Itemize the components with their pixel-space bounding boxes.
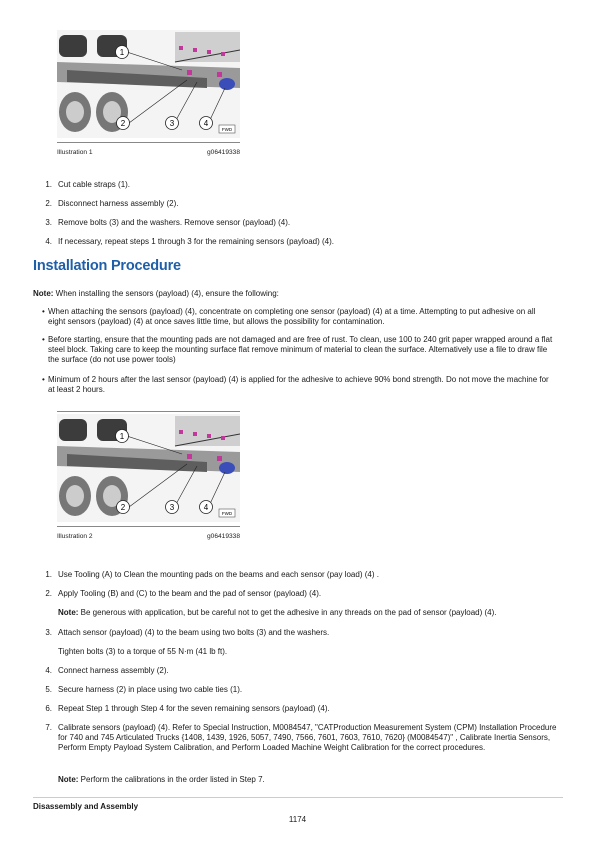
figure-code: g06419338 xyxy=(206,149,240,156)
step-number: 4. xyxy=(45,237,52,246)
step-number: 2. xyxy=(45,589,52,598)
step-7-note xyxy=(58,775,558,785)
bullet-item xyxy=(42,375,553,395)
illustration-2-image xyxy=(57,414,240,522)
callout-1: 1 xyxy=(119,432,125,441)
bullet-item xyxy=(42,307,553,327)
callout-4: 4 xyxy=(203,119,209,128)
step-text: Use Tooling (A) to Clean the mounting pads on the beams and each sensor (pay load) (4) . xyxy=(58,570,379,579)
callout-4: 4 xyxy=(203,503,209,512)
footer-divider xyxy=(33,797,563,798)
step-number: 1. xyxy=(45,180,52,189)
step-2-note xyxy=(58,608,558,618)
step-number: 3. xyxy=(45,218,52,227)
step-3-subtext: Tighten bolts (3) to a torque of 55 N·m (41 lb ft). xyxy=(58,647,228,656)
step-text: Connect harness assembly (2). xyxy=(58,666,169,675)
step-text: If necessary, repeat steps 1 through 3 for the remaining sensors (payload) (4). xyxy=(58,237,334,246)
fwd-label: FWD xyxy=(221,511,233,516)
callout-1: 1 xyxy=(119,48,125,57)
step-text: Cut cable straps (1). xyxy=(58,180,131,189)
bullet-text: When attaching the sensors (payload) (4), concentrate on completing one sensor (payload) (4) at a time. Attempting to put adhesive on all eight sensors (payload) (4) at once saves little time, but allows the possibility for contamination. xyxy=(48,307,536,326)
bullet-text: Minimum of 2 hours after the last sensor (payload) (4) is applied for the adhesive to achieve 90% bond strength. Do not move the machine for at least 2 hours. xyxy=(48,375,549,394)
note-text: Be generous with application, but be careful not to get the adhesive in any threads on the pad of sensor (payload) (4). xyxy=(78,608,497,617)
bullet-icon: • xyxy=(42,307,45,316)
bullet-text: Before starting, ensure that the mounting pads are not damaged and are free of rust. To clean, use 100 to 240 grit paper wrapped around a flat steel block. Taking care to keep the mounting surface flat remove minimum of material to clean the surface. Alternatively use a file to draw file the surface (do not use power tools) xyxy=(48,335,553,364)
note-text: When installing the sensors (payload) (4), ensure the following: xyxy=(53,289,279,298)
bullet-item xyxy=(42,335,553,365)
note-label: Note: xyxy=(58,608,79,617)
callout-3: 3 xyxy=(169,503,175,512)
note-label: Note: xyxy=(33,289,54,298)
illustration-2 xyxy=(57,411,240,540)
fwd-label: FWD xyxy=(221,127,233,132)
illustration-1-image xyxy=(57,30,240,138)
callout-3: 3 xyxy=(169,119,175,128)
step-number: 6. xyxy=(45,704,52,713)
figure-caption: Illustration 1 xyxy=(57,149,93,156)
step-number: 7. xyxy=(45,723,52,732)
step-text: Remove bolts (3) and the washers. Remove sensor (payload) (4). xyxy=(58,218,291,227)
step-number: 5. xyxy=(45,685,52,694)
step-number: 3. xyxy=(45,628,52,637)
step-number: 2. xyxy=(45,199,52,208)
step-text: Calibrate sensors (payload) (4). Refer to Special Instruction, M0084547, "CATProduction Measurement System (CPM) Installation Procedure for 740 and 745 Articulated Trucks {1408, 1439, 1926, 5057, 7490, 7566, 7601, 7603, 7610, 7620} (M0084547)" , Calibrate Inertia Sensors, Perform Empty Payload System Calibration, and Perform Loaded Machine Weight Calibration for the correct procedures. xyxy=(58,723,557,752)
section-heading: Installation Procedure xyxy=(33,258,181,274)
note-text: Perform the calibrations in the order listed in Step 7. xyxy=(78,775,265,784)
callout-2: 2 xyxy=(120,119,126,128)
figure-divider xyxy=(57,411,240,412)
figure-caption-row xyxy=(57,149,240,156)
step-text: Apply Tooling (B) and (C) to the beam and the pad of sensor (payload) (4). xyxy=(58,589,322,598)
figure-code: g06419338 xyxy=(206,533,240,540)
footer-section-title: Disassembly and Assembly xyxy=(33,802,139,811)
installation-note xyxy=(33,289,279,298)
bullet-icon: • xyxy=(42,375,45,384)
step-text: Secure harness (2) in place using two cable ties (1). xyxy=(58,685,243,694)
step-number: 1. xyxy=(45,570,52,579)
step-text: Disconnect harness assembly (2). xyxy=(58,199,179,208)
page-number: 1174 xyxy=(288,815,307,824)
bullet-icon: • xyxy=(42,335,45,344)
figure-divider xyxy=(57,526,240,527)
step-text: Repeat Step 1 through Step 4 for the seven remaining sensors (payload) (4). xyxy=(58,704,330,713)
figure-caption-row xyxy=(57,533,240,540)
callout-2: 2 xyxy=(120,503,126,512)
note-label: Note: xyxy=(58,775,79,784)
step-number: 4. xyxy=(45,666,52,675)
step-text: Attach sensor (payload) (4) to the beam using two bolts (3) and the washers. xyxy=(58,628,330,637)
figure-caption: Illustration 2 xyxy=(57,533,93,540)
illustration-1 xyxy=(57,30,240,156)
figure-divider xyxy=(57,142,240,143)
